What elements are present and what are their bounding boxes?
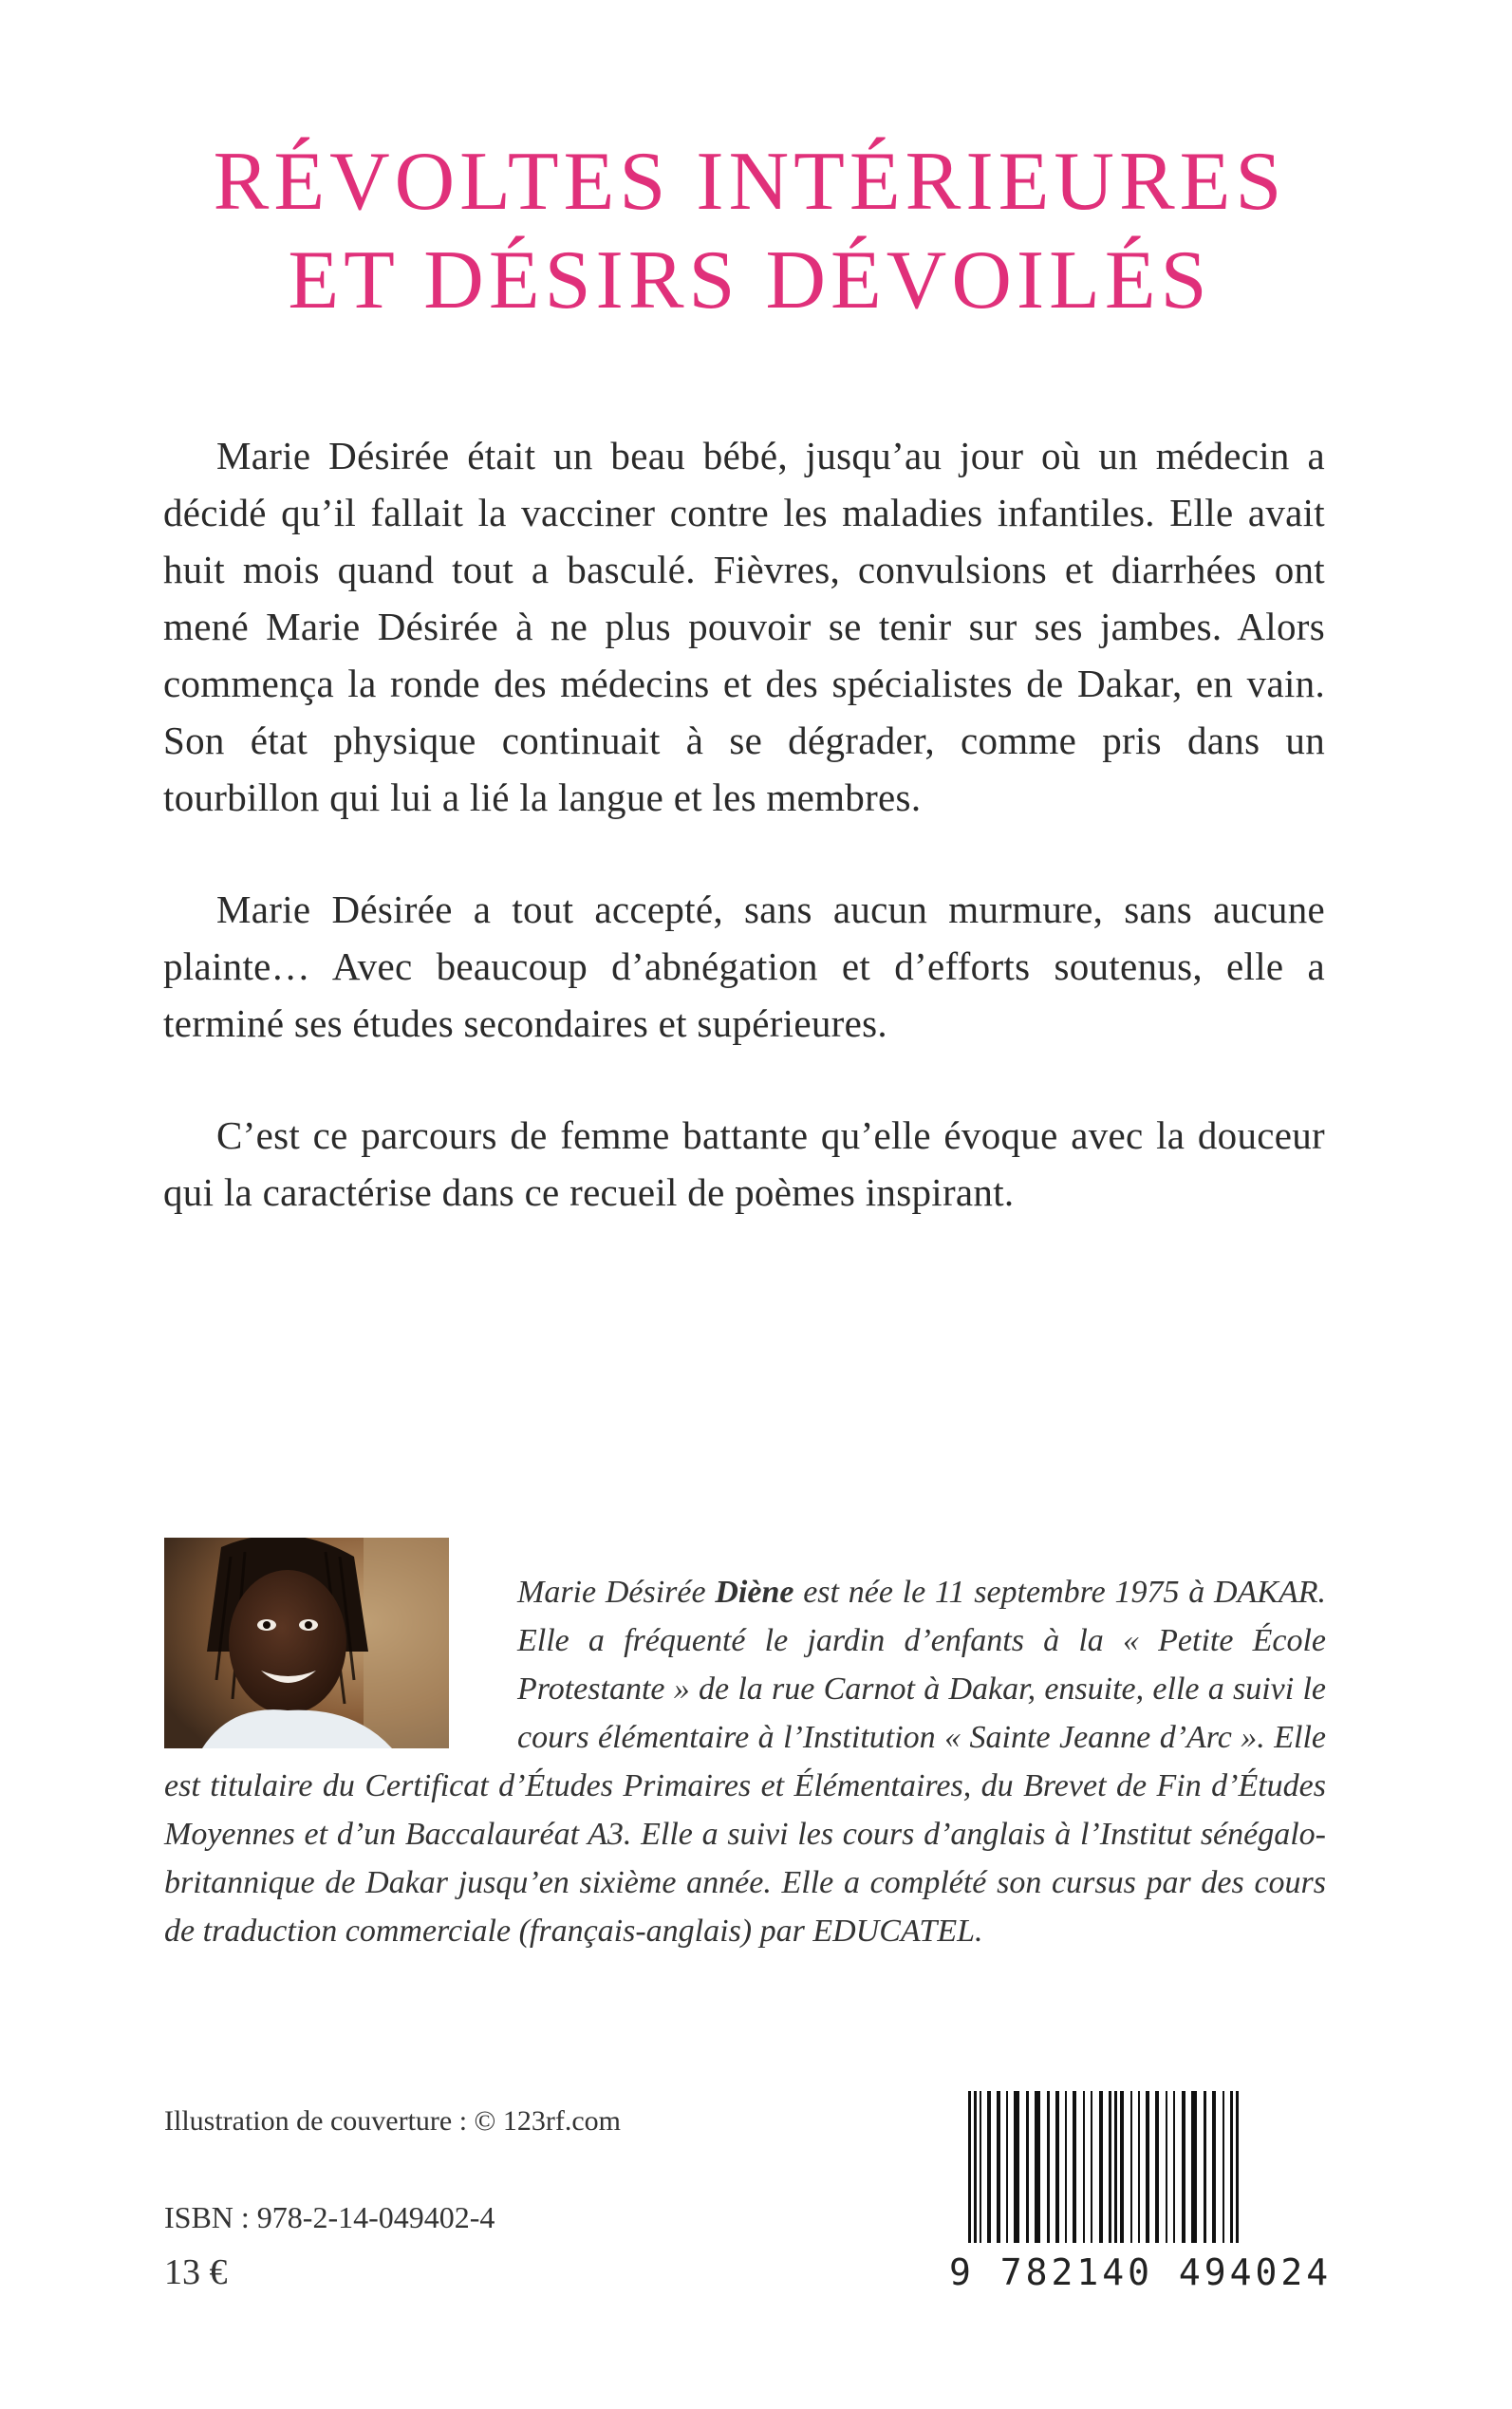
- cover-illustration-credit: Illustration de couverture : © 123rf.com: [164, 2105, 621, 2137]
- barcode-digits: 9 782140 494024: [949, 2251, 1333, 2293]
- barcode-bar: [1109, 2091, 1111, 2243]
- barcode-bar: [968, 2091, 971, 2243]
- barcode-bar: [987, 2091, 991, 2243]
- barcode-bar: [1047, 2091, 1050, 2243]
- barcode-bar: [1065, 2091, 1067, 2243]
- synopsis: [163, 427, 1325, 1276]
- author-surname: Diène: [715, 1575, 794, 1610]
- title-line-2: ET DÉSIRS DÉVOILÉS: [288, 234, 1212, 327]
- barcode-bar: [974, 2091, 977, 2243]
- barcode-bar: [980, 2091, 981, 2243]
- synopsis-paragraph: Marie Désirée a tout accepté, sans aucun murmure, sans aucune plainte… Avec beaucoup d’abnégation et d’efforts soutenus, elle a terminé ses études secondaires et supérieures.: [163, 887, 1325, 1045]
- isbn: ISBN : 978-2-14-049402-4: [164, 2200, 495, 2234]
- barcode-bar: [1155, 2091, 1159, 2243]
- barcode-bar: [1099, 2091, 1103, 2243]
- barcode-bar: [1055, 2091, 1059, 2243]
- barcode-bars: [966, 2091, 1344, 2243]
- barcode-bar: [1130, 2091, 1132, 2243]
- barcode-bar: [1138, 2091, 1140, 2243]
- barcode-bar: [1014, 2091, 1019, 2243]
- title-line-1: RÉVOLTES INTÉRIEURES: [213, 136, 1287, 228]
- author-first-names: Marie Désirée: [517, 1575, 706, 1610]
- barcode-bar: [1223, 2091, 1224, 2243]
- barcode-bar: [1182, 2091, 1185, 2243]
- author-bio-text: est née le 11 septembre 1975 à DAKAR. Elle a fréquenté le jardin d’enfants à la « Petite École Protestante » de la rue Carnot à Dakar, ensuite, elle a suivi le cours élémentaire à l’Institution « Sainte Jeanne d’Arc ». Elle est titulaire du Certificat d’Études Primaires et Élémentaires, du Brevet de Fin d’Études Moyennes et d’un Baccalauréat A3. Elle a suivi les cours d’anglais à l’Institut sénégalo-britannique de Dakar jusqu’en sixième année. Elle a complété son cursus par des cours de traduction commerciale (français-anglais) par EDUCATEL.: [164, 1575, 1327, 1949]
- barcode-bar: [1166, 2091, 1167, 2243]
- barcode-bar: [1073, 2091, 1076, 2243]
- barcode-bar: [1236, 2091, 1239, 2243]
- synopsis-paragraph: Marie Désirée était un beau bébé, jusqu’au jour où un médecin a décidé qu’il fallait la vacciner contre les maladies infantiles. Elle avait huit mois quand tout a basculé. Fièvres, convulsions et diarrhées ont mené Marie Désirée à ne plus pouvoir se tenir sur ses jambes. Alors commença la ronde des médecins et des spécialistes de Dakar, en vain. Son état physique continuait à se dégrader, comme pris dans un tourbillon qui lui a lié la langue et les membres.: [163, 434, 1325, 819]
- price: 13 €: [164, 2252, 228, 2292]
- barcode-bar: [1191, 2091, 1197, 2243]
- barcode-bar: [1173, 2091, 1175, 2243]
- barcode-bar: [1230, 2091, 1233, 2243]
- barcode-bar: [1146, 2091, 1149, 2243]
- barcode-bar: [1083, 2091, 1085, 2243]
- synopsis-paragraph: C’est ce parcours de femme battante qu’elle évoque avec la douceur qui la caractérise dans ce recueil de poèmes inspirant.: [163, 1113, 1325, 1214]
- book-title: [142, 133, 1357, 330]
- barcode-bar: [1120, 2091, 1124, 2243]
- barcode-bar: [1006, 2091, 1008, 2243]
- barcode-bar: [1035, 2091, 1040, 2243]
- barcode-bar: [1204, 2091, 1206, 2243]
- author-bio: [164, 1568, 1326, 1955]
- barcode-bar: [1114, 2091, 1117, 2243]
- barcode-bar: [1212, 2091, 1216, 2243]
- barcode-bar: [1026, 2091, 1029, 2243]
- barcode-bar: [1091, 2091, 1092, 2243]
- photo-text-wrap: [164, 1568, 517, 1758]
- barcode-bar: [997, 2091, 1000, 2243]
